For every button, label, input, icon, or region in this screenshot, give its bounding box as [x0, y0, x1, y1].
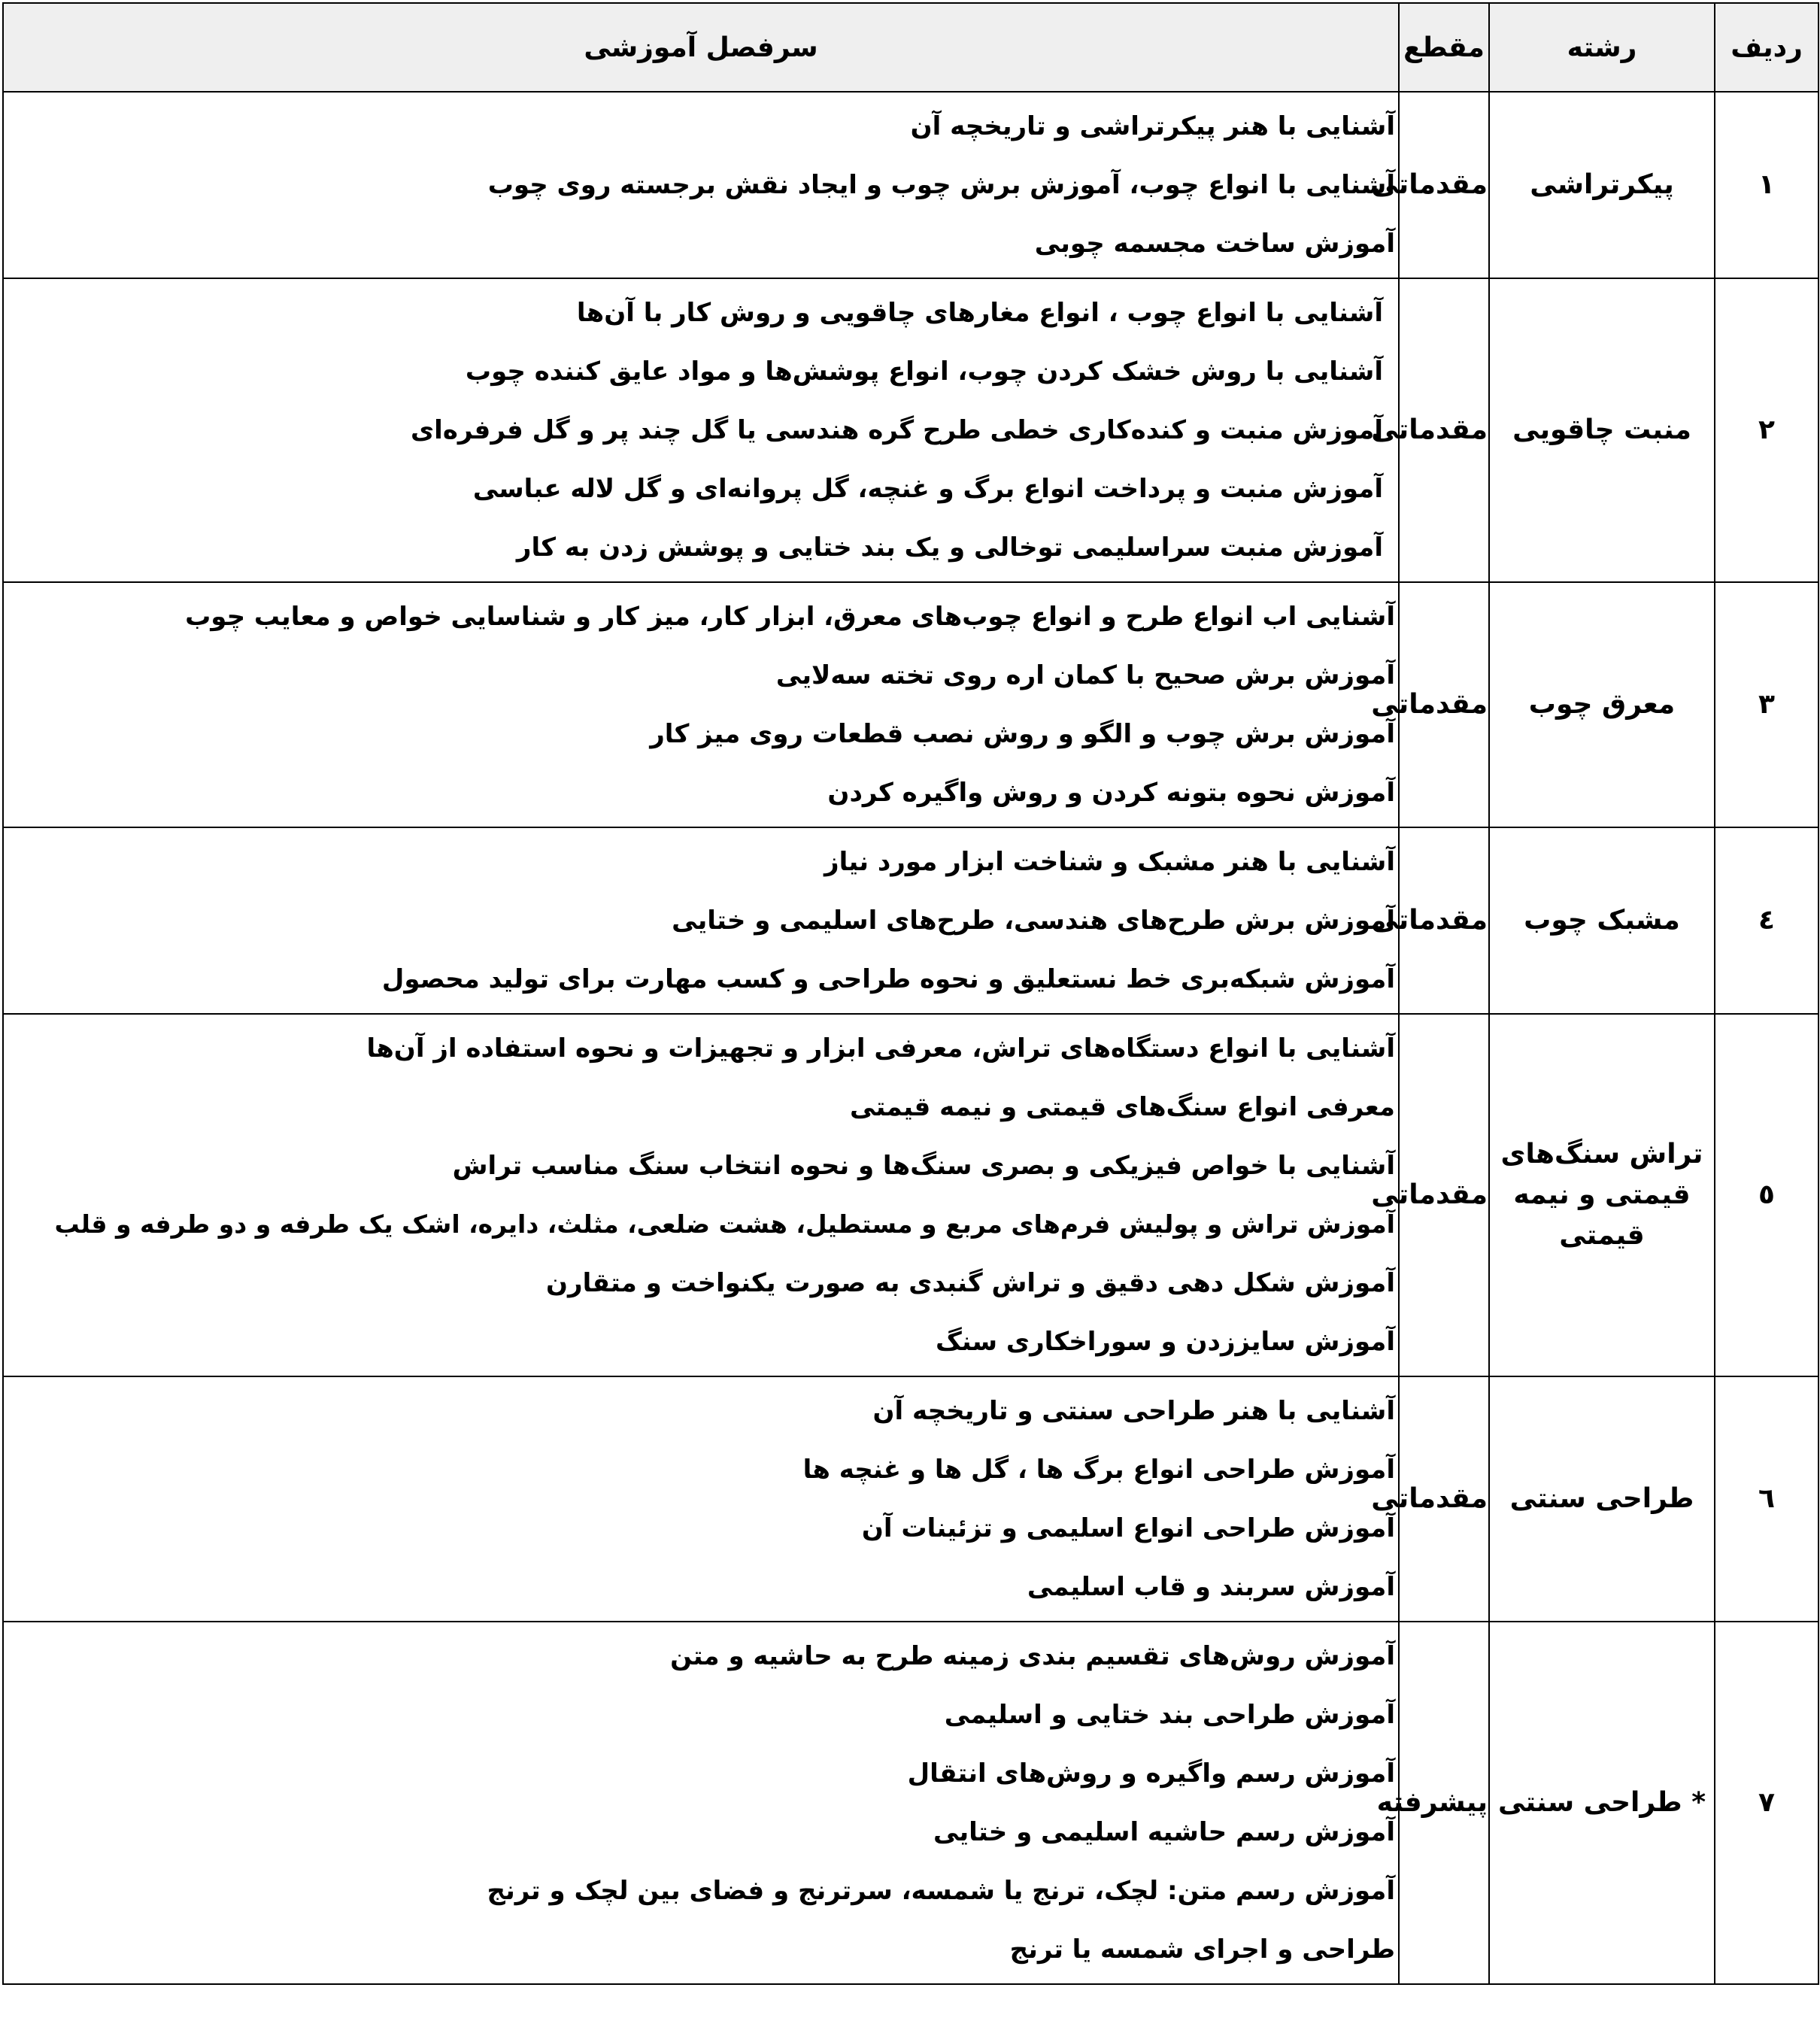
level: مقدماتی [1399, 1014, 1489, 1376]
field-name [1489, 1014, 1715, 1376]
topic-item: آموزش منبت و پرداخت انواع برگ و غنچه، گل پروانه‌ای و گل لاله عباسی [472, 474, 1383, 504]
topic-item: آموزش سایززدن و سوراخکاری سنگ [935, 1327, 1395, 1357]
field-name: منبت چاقویی [1489, 278, 1715, 582]
header-topics: سرفصل آموزشی [3, 3, 1399, 92]
level: مقدماتی [1399, 92, 1489, 278]
header-row [3, 3, 1818, 92]
topic-item: آشنایی اب انواع طرح و انواع چوب‌های معرق، ابزار کار، میز کار و شناسایی خواص و معایب چوب [185, 602, 1395, 632]
topic-item: آموزش طراحی بند ختایی و اسلیمی [944, 1700, 1395, 1730]
field-name: * طراحی سنتی [1489, 1622, 1715, 1984]
field-name: مشبک چوب [1489, 827, 1715, 1014]
topic-item: آشنایی با خواص فیزیکی و بصری سنگ‌ها و نحوه انتخاب سنگ مناسب تراش [452, 1151, 1395, 1181]
topic-item: آشنایی با انواع دستگاه‌های تراش، معرفی ابزار و تجهیزات و نحوه استفاده از آن‌ها [366, 1033, 1395, 1064]
header-field: رشته [1489, 3, 1715, 92]
topic-item: آموزش شبکه‌بری خط نستعلیق و نحوه طراحی و کسب مهارت برای تولید محصول [381, 964, 1395, 994]
table-row [3, 582, 1818, 827]
row-number: ۲ [1715, 278, 1818, 582]
topics-cell [3, 1014, 1399, 1376]
row-number: ٤ [1715, 827, 1818, 1014]
topic-item: آموزش طراحی انواع برگ ها ، گل ها و غنچه ها [802, 1455, 1395, 1485]
level: مقدماتی [1399, 1376, 1489, 1622]
topic-item: آموزش شکل دهی دقیق و تراش گنبدی به صورت یکنواخت و متقارن [546, 1268, 1395, 1298]
topics-cell [3, 1376, 1399, 1622]
topic-item: آموزش سربند و قاب اسلیمی [1027, 1572, 1395, 1602]
table-row [3, 92, 1818, 278]
topics-cell [3, 92, 1399, 278]
topics-cell [3, 278, 1399, 582]
table-row [3, 1622, 1818, 1984]
topic-item: آموزش برش طرح‌های هندسی، طرح‌های اسلیمی و ختایی [672, 906, 1395, 936]
topic-item: طراحی و اجرای شمسه یا ترنج [1009, 1934, 1395, 1965]
topic-item: آموزش رسم حاشیه اسلیمی و ختایی [933, 1817, 1395, 1847]
topic-item: آموزش ساخت مجسمه چوبی [1034, 229, 1395, 259]
level: مقدماتی [1399, 827, 1489, 1014]
topic-item: آشنایی با هنر مشبک و شناخت ابزار مورد نیاز [824, 847, 1395, 877]
header-level: مقطع [1399, 3, 1489, 92]
table-row [3, 278, 1818, 582]
level: مقدماتی [1399, 582, 1489, 827]
row-number: ۱ [1715, 92, 1818, 278]
topic-item: آشنایی با انواع چوب ، انواع مغارهای چاقویی و روش کار با آن‌ها [576, 298, 1383, 328]
row-number: ۷ [1715, 1622, 1818, 1984]
topics-cell [3, 1622, 1399, 1984]
topic-item: آشنایی با هنر طراحی سنتی و تاریخچه آن [872, 1396, 1395, 1426]
topics-cell [3, 827, 1399, 1014]
field-name: پیکرتراشی [1489, 92, 1715, 278]
topic-item: معرفی انواع سنگ‌های قیمتی و نیمه قیمتی [850, 1092, 1395, 1122]
level: پیشرفته [1399, 1622, 1489, 1984]
topic-item: آموزش منبت سراسلیمی توخالی و یک بند ختایی و پوشش زدن به کار [516, 533, 1383, 563]
field-name-line: تراش سنگ‌های [1500, 1139, 1703, 1170]
topic-item: آموزش رسم متن: لچک، ترنج یا شمسه، سرترنج و فضای بین لچک و ترنج [487, 1876, 1395, 1906]
field-name: طراحی سنتی [1489, 1376, 1715, 1622]
row-number: ٦ [1715, 1376, 1818, 1622]
header-row-number: ردیف [1715, 3, 1818, 92]
topic-item: آموزش رسم واگیره و روش‌های انتقال [907, 1758, 1395, 1789]
topics-cell [3, 582, 1399, 827]
topic-item: آموزش برش صحیح با کمان اره روی تخته سه‌لایی [775, 660, 1395, 690]
field-name-line: قیمتی و نیمه قیمتی [1513, 1179, 1691, 1251]
topic-item: آموزش تراش و پولیش فرم‌های مربع و مستطیل، هشت ضلعی، مثلث، دایره، اشک یک طرفه و دو طرفه و قلب [54, 1209, 1395, 1239]
topic-item: آشنایی با انواع چوب، آموزش برش چوب و ایجاد نقش برجسته روی چوب [487, 170, 1395, 200]
topic-item: آموزش نحوه بتونه کردن و روش واگیره کردن [827, 778, 1395, 808]
table-row [3, 827, 1818, 1014]
topic-item: آشنایی با روش خشک کردن چوب، انواع پوشش‌ها و مواد عایق کننده چوب [465, 357, 1383, 387]
field-name: معرق چوب [1489, 582, 1715, 827]
topic-item: آشنایی با هنر پیکرتراشی و تاریخچه آن [910, 111, 1395, 141]
topic-item: آموزش منبت و کنده‌کاری خطی طرح گره هندسی یا گل چند پر و گل فرفره‌ای [411, 415, 1383, 445]
table-row [3, 1376, 1818, 1622]
topic-item: آموزش روش‌های تقسیم بندی زمینه طرح به حاشیه و متن [670, 1641, 1395, 1671]
row-number: ٥ [1715, 1014, 1818, 1376]
topic-item: آموزش طراحی انواع اسلیمی و تزئینات آن [861, 1513, 1395, 1543]
table-row [3, 1014, 1818, 1376]
level: مقدماتی [1399, 278, 1489, 582]
topic-item: آموزش برش چوب و الگو و روش نصب قطعات روی میز کار [650, 719, 1395, 749]
row-number: ۳ [1715, 582, 1818, 827]
curriculum-table [2, 2, 1819, 1985]
